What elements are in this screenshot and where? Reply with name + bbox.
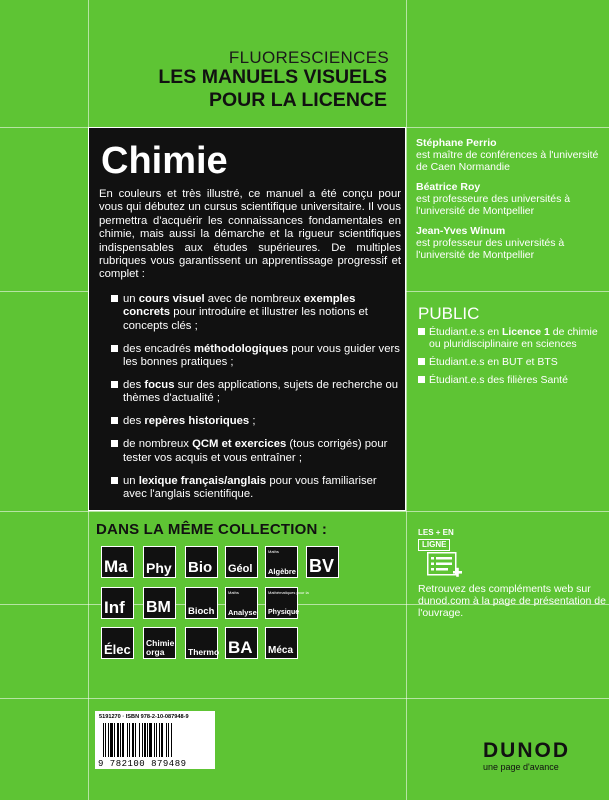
public-item: Étudiant.e.s en BUT et BTS	[418, 356, 606, 368]
isbn-barcode	[95, 711, 215, 769]
collection-book-tile: BM	[143, 587, 176, 619]
collection-book-tile: Maths Analyse	[225, 587, 258, 619]
isbn-number: 9 782100 879489	[98, 759, 187, 769]
online-resources-icon	[427, 552, 463, 580]
publisher-tagline: une page d'avance	[483, 762, 559, 772]
author-entry	[416, 225, 606, 261]
author-name: Béatrice Roy	[416, 181, 481, 193]
author-description: est professeure des universités à l'université de Montpellier	[416, 193, 571, 217]
square-bullet-icon	[111, 477, 118, 484]
square-bullet-icon	[111, 381, 118, 388]
collection-book-tile: Méca	[265, 627, 298, 659]
collection-book-tile: BV	[306, 546, 339, 578]
author-entry	[416, 181, 606, 217]
square-bullet-icon	[418, 328, 425, 335]
features-list	[111, 293, 403, 511]
public-item: Étudiant.e.s en Licence 1 de chimie ou pluridisciplinaire en sciences	[418, 326, 606, 350]
book-intro: En couleurs et très illustré, ce manuel a été conçu pour vous qui débutez un cursus scientifique universitaire. Il vous permettra d'acquérir les connaissances fondamentales en chimie, mais aussi la démarche et la rigueur scientifiques indispensables aux études supérieures. De multiples rubriques vous garantissent un apprentissage progressif et complet :	[99, 188, 401, 281]
collection-book-tile: Mathématiques pour la Physique	[265, 587, 298, 619]
public-list	[418, 326, 606, 392]
feature-item: de nombreux QCM et exercices (tous corrigés) pour tester vos acquis et vous entraîner ;	[111, 438, 403, 465]
collection-book-tile: Phy	[143, 546, 176, 578]
book-title: Chimie	[101, 140, 228, 182]
square-bullet-icon	[111, 440, 118, 447]
grid-line	[0, 511, 609, 512]
collection-book-tile: Inf	[101, 587, 134, 619]
collection-book-tile: Élec	[101, 627, 134, 659]
collection-book-tile: Ma	[101, 546, 134, 578]
barcode-icon	[103, 723, 207, 757]
collection-book-tile: Thermo	[185, 627, 218, 659]
collection-title-line2: POUR LA LICENCE	[208, 89, 387, 111]
author-name: Stéphane Perrio	[416, 137, 497, 149]
square-bullet-icon	[418, 376, 425, 383]
online-extras-badge: LES + EN LIGNE	[418, 528, 454, 549]
author-description: est professeur des universités à l'université de Montpellier	[416, 237, 565, 261]
public-heading: PUBLIC	[418, 304, 480, 323]
square-bullet-icon	[111, 345, 118, 352]
author-description: est maître de conférences à l'université de Caen Normandie	[416, 149, 599, 173]
square-bullet-icon	[111, 417, 118, 424]
grid-line	[0, 698, 609, 699]
feature-item: des focus sur des applications, sujets de recherche ou thèmes d'actualité ;	[111, 379, 403, 406]
collection-book-tile: Maths Algèbre	[265, 546, 298, 578]
feature-item: des repères historiques ;	[111, 415, 403, 428]
square-bullet-icon	[111, 295, 118, 302]
authors-list	[416, 137, 606, 269]
feature-item: des encadrés méthodologiques pour vous guider vers les bonnes pratiques ;	[111, 343, 403, 370]
public-item: Étudiant.e.s des filières Santé	[418, 374, 606, 386]
collection-book-tile: Bioch	[185, 587, 218, 619]
author-name: Jean-Yves Winum	[416, 225, 506, 237]
collection-title-line1: LES MANUELS VISUELS	[158, 66, 387, 88]
collection-book-tile: BA	[225, 627, 258, 659]
feature-item: un lexique français/anglais pour vous familiariser avec l'anglais scientifique.	[111, 475, 403, 502]
publisher-logo: DUNOD	[483, 739, 570, 762]
feature-item: un cours visuel avec de nombreux exemples concrets pour introduire et illustrer les notions et concepts clés ;	[111, 293, 403, 333]
collection-book-tile: Bio	[185, 546, 218, 578]
author-entry	[416, 137, 606, 173]
isbn-label: 5191270 · ISBN 978-2-10-087948-9	[99, 714, 189, 720]
online-extras-text: Retrouvez des compléments web sur dunod.com à la page de présentation de l'ouvrage.	[418, 583, 606, 619]
description-panel	[88, 127, 406, 511]
grid-line	[406, 0, 407, 800]
collection-heading: DANS LA MÊME COLLECTION :	[96, 521, 328, 538]
square-bullet-icon	[418, 358, 425, 365]
collection-book-tile: Chimie orga	[143, 627, 176, 659]
collection-book-tile: Géol	[225, 546, 258, 578]
series-name: FLUORESCIENCES	[228, 48, 389, 67]
